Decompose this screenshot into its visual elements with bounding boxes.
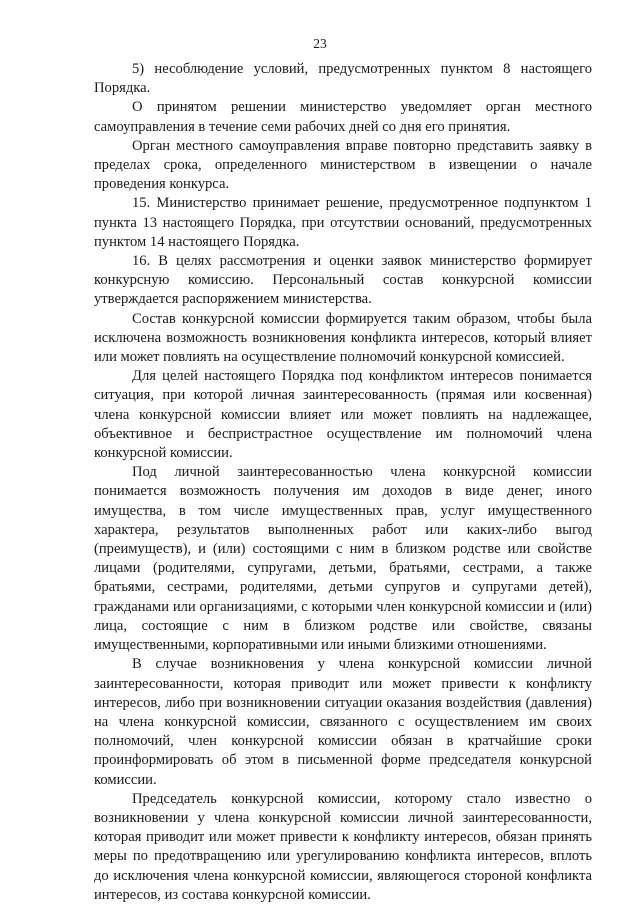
- paragraph-commission-composition: Состав конкурсной комиссии формируется таким образом, чтобы была исключена возможность возникновения конфликта интересов, который влияет или может повлиять на осуществление полномочий конкурсной комиссией.: [94, 310, 592, 366]
- paragraph-resubmission: Орган местного самоуправления вправе повторно представить заявку в пределах срока, определенного министерством в извещении о начале проведения конкурса.: [94, 137, 592, 193]
- paragraph-notification: О принятом решении министерство уведомляет орган местного самоуправления в течение семи рабочих дней со дня его принятия.: [94, 99, 592, 135]
- document-body: [94, 60, 592, 905]
- paragraph-point-16: 16. В целях рассмотрения и оценки заявок министерство формирует конкурсную комиссию. Персональный состав конкурсной комиссии утверждается распоряжением министерства.: [94, 253, 592, 308]
- paragraph-chairman-measures: Председатель конкурсной комиссии, которому стало известно о возникновении у члена конкурсной комиссии личной заинтересованности, которая приводит или может привести к конфликту интересов, обязан принять меры по предотвращению или урегулированию конфликта интересов, вплоть до исключения члена конкурсной комиссии, являющегося стороной конфликта интересов, из состава конкурсной комиссии.: [94, 790, 592, 903]
- paragraph-personal-interest: Под личной заинтересованностью члена конкурсной комиссии понимается возможность получения им доходов в виде денег, иного имущества, в том числе имущественных прав, услуг имущественного характера, результатов выполненных работ или каких-либо выгод (преимуществ), и (или) состоящими с ним в близком родстве или свойстве лицами (родителями, супругами, детьми, братьями, сестрами, а также братьями, сестрами, родителями, детьми супругов и супругами детей), гражданами или организациями, с которыми член конкурсной комиссии и (или) лица, состоящие с ним в близком родстве или свойстве, связаны имущественными, корпоративными или иными близкими отношениями.: [94, 464, 592, 654]
- paragraph-member-obligation: В случае возникновения у члена конкурсной комиссии личной заинтересованности, которая приводит или может привести к конфликту интересов, либо при возникновении ситуации оказания воздействия (давления) на члена конкурсной комиссии, связанного с осуществлением им своих полномочий, член конкурсной комиссии обязан в кратчайшие сроки проинформировать об этом в письменной форме председателя конкурсной комиссии.: [94, 656, 592, 788]
- page-number: 23: [313, 36, 327, 51]
- paragraph-item-5: 5) несоблюдение условий, предусмотренных пунктом 8 настоящего Порядка.: [94, 61, 592, 97]
- paragraph-point-15: 15. Министерство принимает решение, предусмотренное подпунктом 1 пункта 13 настоящего Порядка, при отсутствии оснований, предусмотренных пунктом 14 настоящего Порядка.: [94, 195, 592, 250]
- paragraph-conflict-definition: Для целей настоящего Порядка под конфликтом интересов понимается ситуация, при которой личная заинтересованность (прямая или косвенная) члена конкурсной комиссии влияет или может повлиять на надлежащее, объективное и беспристрастное осуществление им полномочий члена конкурсной комиссии.: [94, 368, 592, 462]
